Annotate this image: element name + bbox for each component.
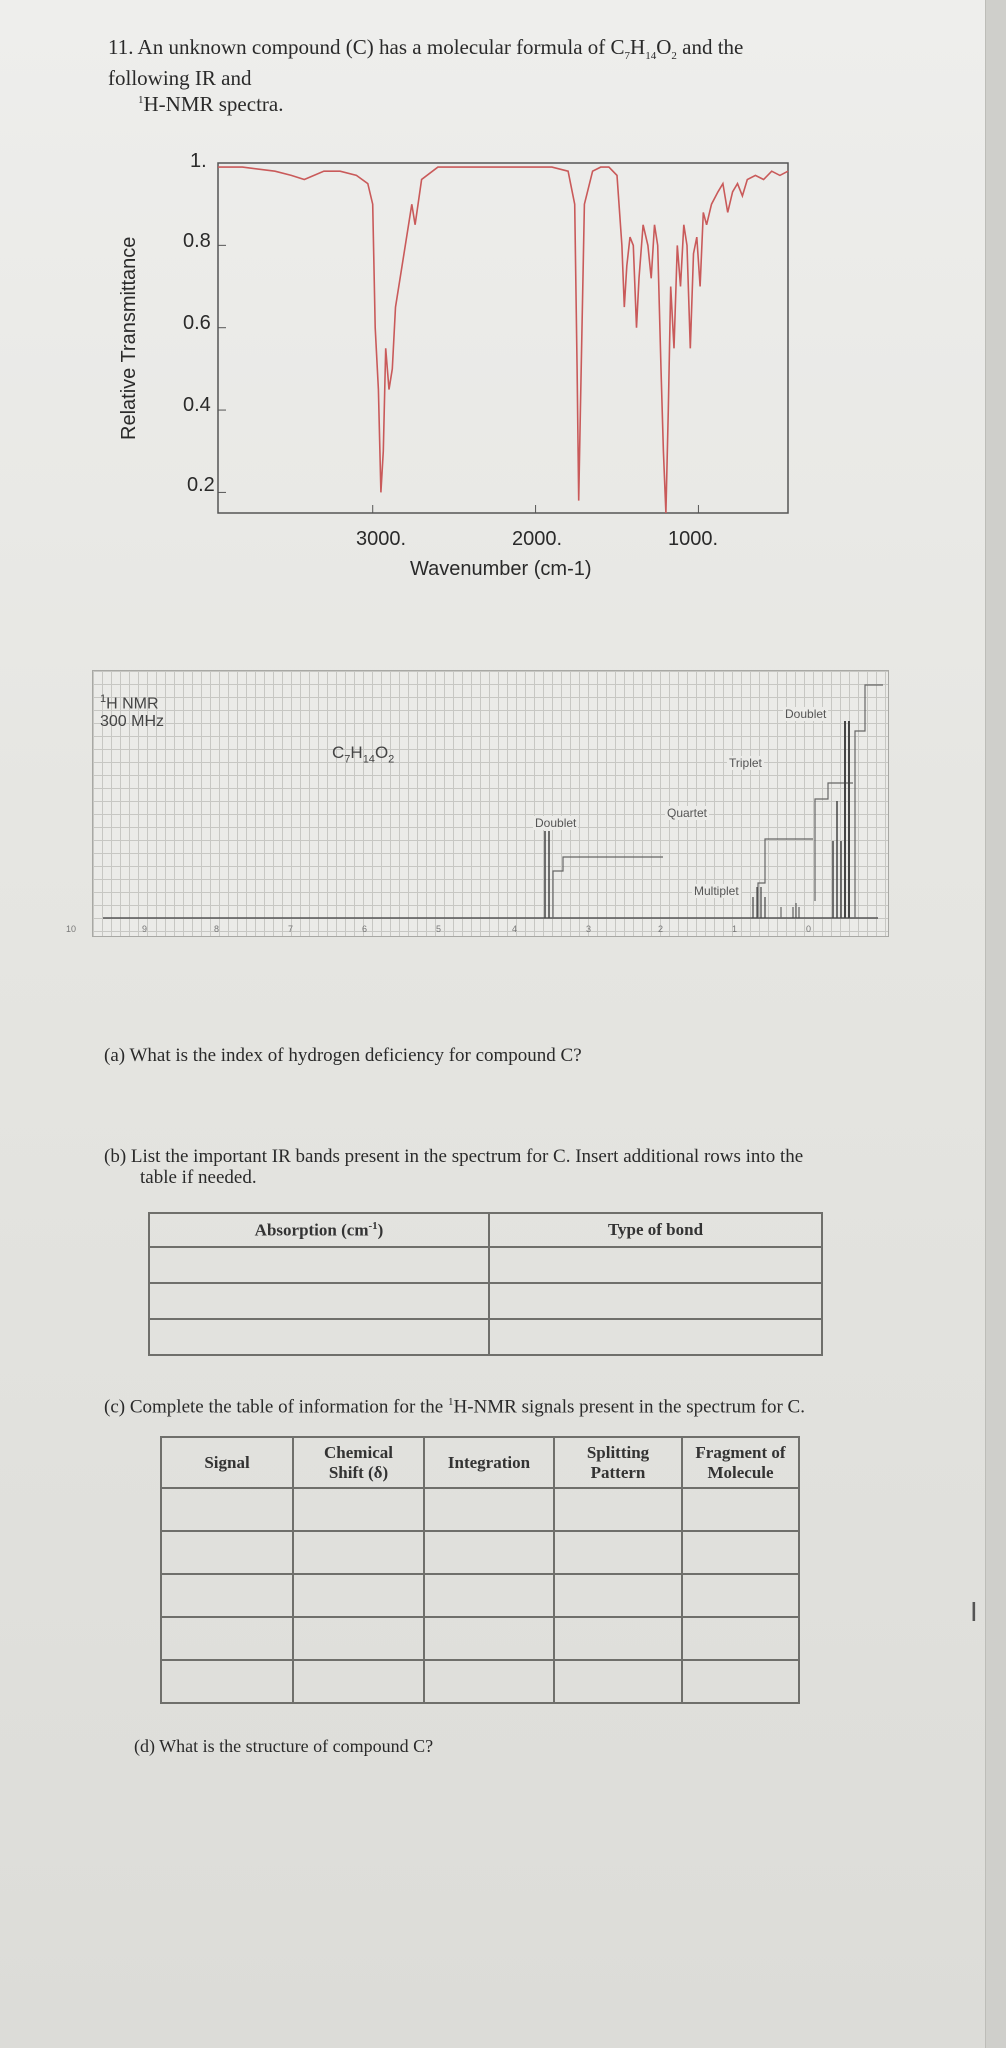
nmr-formula: $C_7H_{14}O_2$: [332, 743, 395, 766]
nmr-label-doublet-2: Doublet: [785, 707, 827, 721]
ir-x-axis-label: Wavenumber (cm-1): [410, 558, 592, 580]
question-11-line1: 11. An unknown compound (C) has a molecular formula of $C_7H_{14}O_2$ and the following IR and: [108, 35, 744, 91]
header-absorption: Absorption $(cm^{-1})$: [149, 1213, 489, 1247]
fragment-cell[interactable]: [682, 1574, 799, 1617]
ir-y-tick: 1.: [190, 150, 207, 172]
nmr-ppm-tick: 7: [288, 924, 294, 934]
ir-y-axis-label: Relative Transmittance: [118, 236, 140, 440]
nmr-integral-triplet: [815, 783, 853, 901]
nmr-ppm-tick: 9: [142, 924, 148, 934]
bond-type-cell[interactable]: [489, 1319, 822, 1355]
absorption-cell[interactable]: [149, 1283, 489, 1319]
shift-cell[interactable]: [293, 1488, 424, 1531]
integration-cell[interactable]: [424, 1488, 554, 1531]
header-chemical-shift: Chemical Shift (δ): [293, 1437, 424, 1488]
nmr-label-doublet: Doublet: [535, 816, 577, 830]
nmr-label-triplet: Triplet: [729, 756, 762, 770]
bond-type-cell[interactable]: [489, 1283, 822, 1319]
table-row: [161, 1574, 799, 1617]
nmr-label-quartet: Quartet: [667, 806, 708, 820]
shift-cell[interactable]: [293, 1574, 424, 1617]
integration-cell[interactable]: [424, 1574, 554, 1617]
nmr-spectrum: [92, 670, 889, 937]
ir-y-tick: 0.4: [183, 394, 211, 416]
shift-cell[interactable]: [293, 1617, 424, 1660]
part-d-question: (d) What is the structure of compound C?: [134, 1736, 434, 1756]
nmr-ppm-tick: 3: [586, 924, 592, 934]
nmr-title: $^1$H NMR: [100, 693, 159, 713]
text-cursor-icon: I: [970, 1598, 978, 1628]
ir-y-tick: 0.8: [183, 230, 211, 252]
header-splitting-pattern: Splitting Pattern: [554, 1437, 682, 1488]
nmr-ppm-tick: 1: [732, 924, 738, 934]
nmr-integral-doublet: [553, 857, 663, 918]
table-row: [161, 1531, 799, 1574]
question-11: [108, 36, 828, 115]
table-row: [161, 1660, 799, 1703]
fragment-cell[interactable]: [682, 1617, 799, 1660]
ir-x-tick: 1000.: [668, 528, 719, 550]
fragment-cell[interactable]: [682, 1488, 799, 1531]
table-row: [161, 1488, 799, 1531]
page-edge: [985, 0, 1006, 2048]
nmr-ppm-tick: 10: [66, 924, 77, 934]
nmr-signals-header-row: [161, 1437, 799, 1488]
nmr-ppm-tick: 2: [658, 924, 664, 934]
integration-cell[interactable]: [424, 1617, 554, 1660]
question-11-line2: $^1$H-NMR spectra.: [138, 92, 284, 117]
ir-x-tick: 3000.: [356, 528, 407, 550]
table-row: [161, 1617, 799, 1660]
header-fragment: Fragment of Molecule: [682, 1437, 799, 1488]
signal-cell[interactable]: [161, 1617, 293, 1660]
splitting-cell[interactable]: [554, 1617, 682, 1660]
shift-cell[interactable]: [293, 1531, 424, 1574]
splitting-cell[interactable]: [554, 1660, 682, 1703]
fragment-cell[interactable]: [682, 1531, 799, 1574]
part-b-question: (b) List the important IR bands present in the spectrum for C. Insert additional rows into the table if needed.: [104, 1146, 804, 1188]
signal-cell[interactable]: [161, 1488, 293, 1531]
nmr-ppm-tick: 6: [362, 924, 368, 934]
ir-y-tick: 0.6: [183, 312, 211, 334]
nmr-signals-table: [160, 1436, 800, 1704]
signal-cell[interactable]: [161, 1531, 293, 1574]
header-type-of-bond: Type of bond: [489, 1213, 822, 1247]
ir-bands-table: [148, 1212, 823, 1356]
nmr-ppm-tick: 8: [214, 924, 220, 934]
splitting-cell[interactable]: [554, 1531, 682, 1574]
nmr-label-multiplet: Multiplet: [694, 884, 739, 898]
table-row: [149, 1319, 822, 1355]
table-row: [149, 1283, 822, 1319]
ir-spectrum-plot: [215, 160, 795, 520]
integration-cell[interactable]: [424, 1660, 554, 1703]
signal-cell[interactable]: [161, 1660, 293, 1703]
table-row: [149, 1247, 822, 1283]
ir-bands-header-row: [149, 1213, 822, 1247]
signal-cell[interactable]: [161, 1574, 293, 1617]
nmr-ppm-tick: 5: [436, 924, 442, 934]
header-signal: Signal: [161, 1437, 293, 1488]
header-integration: Integration: [424, 1437, 554, 1488]
ir-x-tick: 2000.: [512, 528, 563, 550]
integration-cell[interactable]: [424, 1531, 554, 1574]
nmr-frequency: 300 MHz: [100, 713, 165, 730]
nmr-spectrum-plot: [93, 671, 888, 936]
absorption-cell[interactable]: [149, 1319, 489, 1355]
nmr-ppm-tick: 4: [512, 924, 518, 934]
bond-type-cell[interactable]: [489, 1247, 822, 1283]
nmr-integral-doublet-2: [855, 685, 883, 918]
ir-spectrum-line: [218, 167, 788, 513]
part-c-question: (c) Complete the table of information for the $^1$H-NMR signals present in the spectrum for C.: [104, 1396, 805, 1418]
splitting-cell[interactable]: [554, 1574, 682, 1617]
shift-cell[interactable]: [293, 1660, 424, 1703]
nmr-ppm-tick: 0: [806, 924, 812, 934]
absorption-cell[interactable]: [149, 1247, 489, 1283]
nmr-integral-quartet: [758, 839, 813, 918]
part-a-question: (a) What is the index of hydrogen deficiency for compound C?: [104, 1045, 582, 1066]
ir-y-tick: 0.2: [187, 474, 215, 496]
splitting-cell[interactable]: [554, 1488, 682, 1531]
fragment-cell[interactable]: [682, 1660, 799, 1703]
